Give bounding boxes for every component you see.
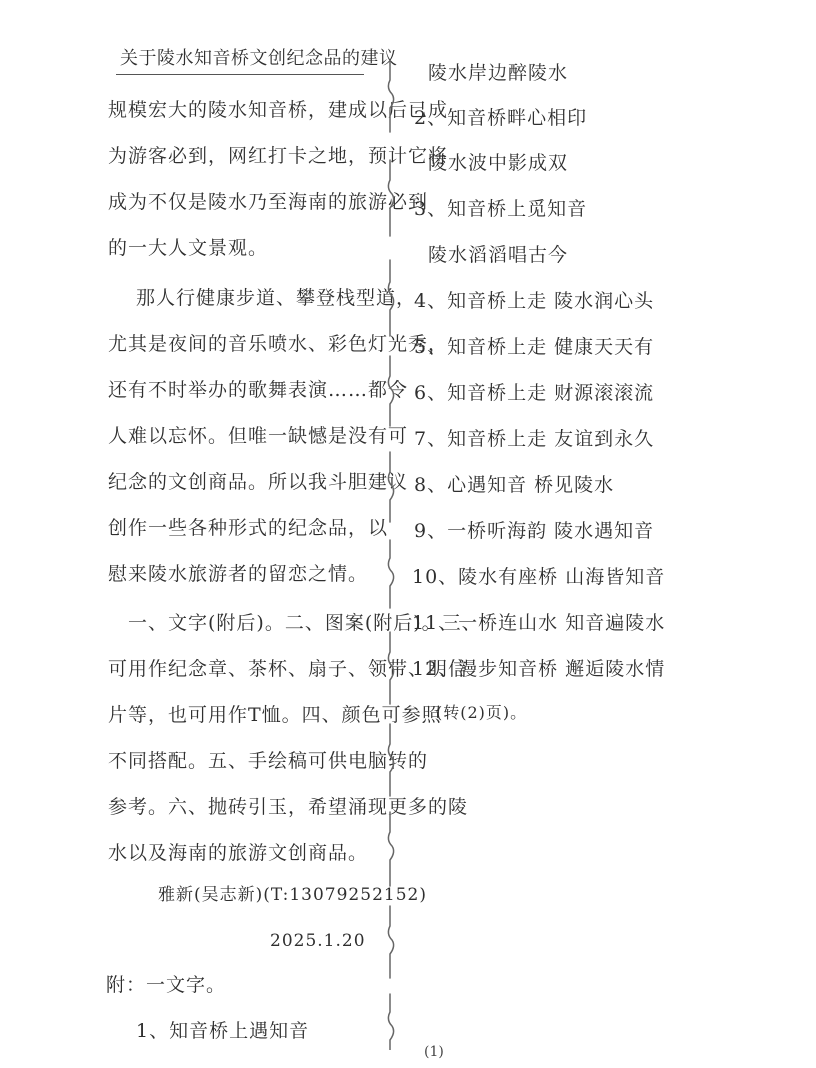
right-line-13: 11、一桥连山水 知音遍陵水: [412, 612, 666, 634]
appendix-first-item: 1、知音桥上遇知音: [136, 1020, 310, 1042]
signature: 雅新(吴志新)(T:13079252152): [158, 885, 427, 905]
left-line-1: 规模宏大的陵水知音桥，建成以后已成: [108, 99, 449, 121]
right-line-15: (转(2)页)。: [436, 703, 528, 722]
left-line-8: 人难以忘怀。但唯一缺憾是没有可: [108, 425, 409, 447]
right-line-10: 8、心遇知音 桥见陵水: [414, 474, 615, 496]
left-line-9: 纪念的文创商品。所以我斗胆建议: [108, 471, 409, 493]
document-title: 关于陵水知音桥文创纪念品的建议: [120, 48, 398, 69]
right-line-9: 7、知音桥上走 友谊到永久: [414, 428, 655, 450]
date: 2025.1.20: [270, 931, 366, 951]
left-line-5: 那人行健康步道、攀登栈型道，: [136, 287, 417, 309]
appendix-label: 附：一文字。: [106, 974, 227, 996]
left-line-2: 为游客必到，网红打卡之地，预计它将: [108, 145, 449, 167]
right-line-6: 4、知音桥上走 陵水润心头: [414, 290, 655, 312]
title-underline: [116, 74, 364, 75]
left-line-7: 还有不时举办的歌舞表演……都令: [108, 379, 409, 401]
column-divider: [370, 60, 420, 1050]
left-line-15: 不同搭配。五、手绘稿可供电脑转的: [108, 750, 429, 772]
right-line-5: 陵水滔滔唱古今: [428, 244, 569, 266]
left-line-10: 创作一些各种形式的纪念品，以: [108, 517, 389, 539]
right-line-3: 陵水波中影成双: [428, 152, 569, 174]
right-line-11: 9、一桥听海韵 陵水遇知音: [414, 520, 655, 542]
right-line-1: 陵水岸边醉陵水: [428, 62, 569, 84]
left-line-3: 成为不仅是陵水乃至海南的旅游必到: [108, 191, 429, 213]
right-line-4: 3、知音桥上觅知音: [414, 198, 588, 220]
left-line-13: 可用作纪念章、茶杯、扇子、领带、明信: [108, 658, 469, 680]
left-line-17: 水以及海南的旅游文创商品。: [108, 842, 369, 864]
right-line-12: 10、陵水有座桥 山海皆知音: [412, 566, 666, 588]
left-line-6: 尤其是夜间的音乐喷水、彩色灯光秀，: [108, 333, 449, 355]
right-line-7: 5、知音桥上走 健康天天有: [414, 336, 655, 358]
left-line-4: 的一大人文景观。: [108, 237, 269, 259]
left-line-16: 参考。六、抛砖引玉，希望涌现更多的陵: [108, 796, 469, 818]
right-line-2: 2、知音桥畔心相印: [414, 107, 588, 129]
right-line-14: 12、漫步知音桥 邂逅陵水情: [412, 658, 666, 680]
left-line-12: 一、文字(附后)。二、图案(附后)。三、: [128, 612, 482, 634]
right-line-8: 6、知音桥上走 财源滚滚流: [414, 382, 655, 404]
left-line-14: 片等，也可用作T恤。四、颜色可参照: [108, 704, 442, 726]
left-line-11: 慰来陵水旅游者的留恋之情。: [108, 563, 369, 585]
page-number: (1): [424, 1044, 444, 1060]
